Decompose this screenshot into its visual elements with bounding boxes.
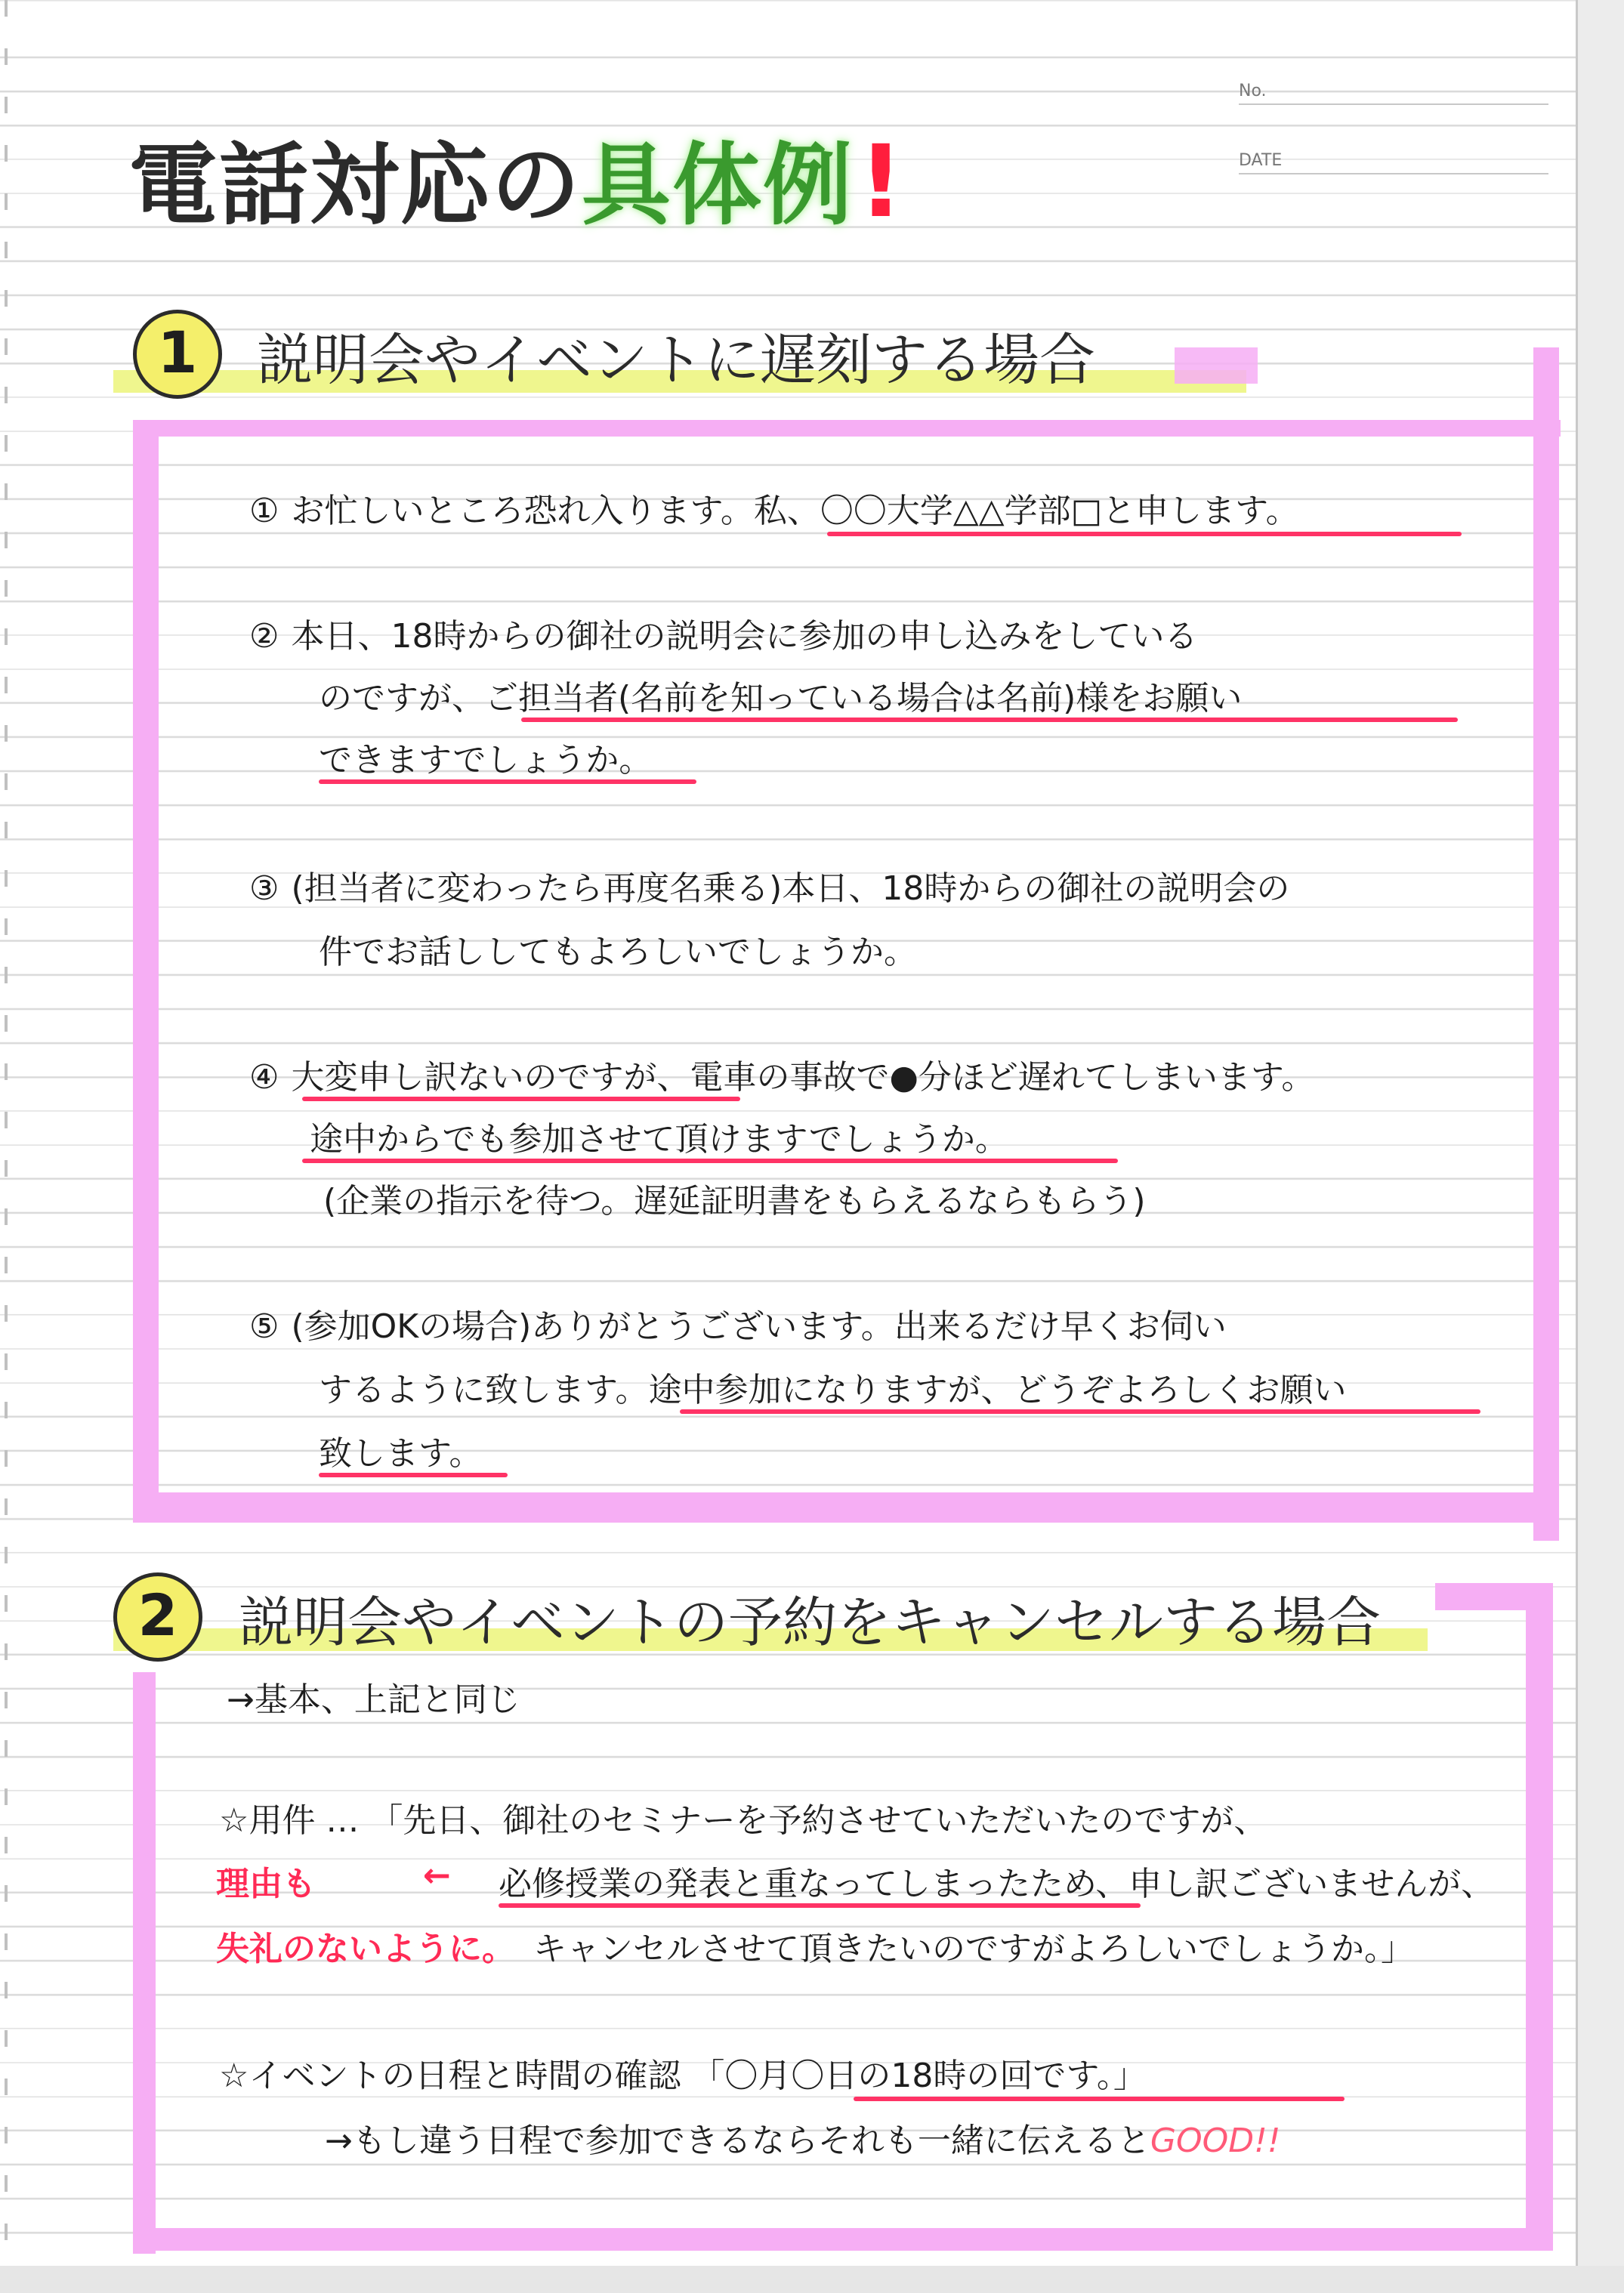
no-field — [1239, 82, 1548, 105]
item-number: ① — [249, 492, 279, 530]
item-number: ③ — [249, 869, 279, 908]
page-edge — [1576, 0, 1624, 2293]
page-title — [128, 113, 905, 242]
confirm-text: →もし違う日程で参加できるならそれも一緒に伝えると — [325, 2122, 1150, 2160]
section1-item-5-line-2: するように致します。途中参加になりますが、どうぞよろしくお願い — [319, 1371, 1347, 1409]
section2-youken-line-1: ☆用件 … 「先日、御社のセミナーを予約させていただいたのですが、 — [219, 1801, 1267, 1840]
no-label: No. — [1239, 82, 1267, 100]
section1-frame-left — [133, 420, 159, 1523]
item-line: (参加OKの場合)ありがとうございます。出来るだけ早くお伺い — [291, 1307, 1227, 1346]
section2-basic-note: →基本、上記と同じ — [227, 1680, 520, 1719]
section1-number-badge: 1 — [133, 310, 222, 399]
section1-title: 説明会やイベントに遅刻する場合 — [257, 328, 1095, 393]
item-number: ② — [249, 617, 279, 656]
red-underline — [827, 532, 1462, 536]
section1-item-3-line-2: 件でお話ししてもよろしいでしょうか。 — [319, 933, 917, 971]
section1-frame-right — [1533, 347, 1559, 1541]
section1-item-4 — [249, 1050, 1314, 1098]
red-note-reason: 理由も — [216, 1865, 316, 1903]
section1-item-3 — [249, 861, 1289, 909]
item-line: 本日、18時からの御社の説明会に参加の申し込みをしている — [291, 617, 1198, 656]
section1-item-5-line-3: 致します。 — [319, 1434, 483, 1473]
red-underline — [302, 1097, 740, 1101]
section1-item-4-line-2: 途中からでも参加させて頂けますでしょうか。 — [310, 1120, 1008, 1159]
section1-item-2-line-3: できますでしょうか。 — [319, 741, 653, 779]
section1-item-2 — [249, 609, 1197, 657]
red-arrow: ← — [423, 1856, 451, 1895]
date-field — [1239, 151, 1548, 174]
red-underline — [319, 1473, 508, 1477]
title-accent: 具体例 — [582, 133, 854, 237]
section2-number-badge: 2 — [113, 1572, 202, 1662]
section1-item-5 — [249, 1299, 1227, 1347]
section2-frame-left — [133, 1672, 156, 2254]
item-line: 大変申し訳ないのですが、電車の事故で●分ほど遅れてしまいます。 — [291, 1058, 1315, 1097]
title-exclamation: ! — [858, 124, 906, 240]
section1-item-4-line-3: (企業の指示を待つ。遅延証明書をもらえるならもらう) — [323, 1182, 1146, 1221]
section1-frame-top — [133, 420, 1561, 437]
section2-frame-top — [1435, 1583, 1548, 1610]
section1-item-2-line-2: のですが、ご担当者(名前を知っている場合は名前)様をお願い — [319, 679, 1243, 718]
section2-frame-right — [1526, 1583, 1553, 2248]
section1-frame-bottom — [133, 1492, 1559, 1523]
red-underline — [499, 1903, 1141, 1908]
good-note: GOOD!! — [1150, 2122, 1281, 2160]
red-underline — [854, 2097, 1345, 2101]
section2-youken-line-3: キャンセルさせて頂きたいのですがよろしいでしょうか。」 — [533, 1930, 1414, 1968]
section2-confirm-line-2 — [325, 2113, 1280, 2162]
item-line: (担当者に変わったら再度名乗る)本日、18時からの御社の説明会の — [291, 869, 1290, 908]
page-bottom-edge — [0, 2266, 1624, 2293]
section1-item-1 — [249, 483, 1299, 532]
date-label: DATE — [1239, 151, 1283, 170]
item-line: お忙しいところ恐れ入ります。私、〇〇大学△△学部□と申します。 — [291, 492, 1299, 530]
section2-youken-line-2: 必修授業の発表と重なってしまったため、申し訳ございませんが、 — [499, 1865, 1495, 1903]
section2-title: 説明会やイベントの予約をキャンセルする場合 — [239, 1591, 1382, 1654]
red-underline — [302, 1159, 1118, 1163]
binding-margin — [5, 0, 8, 2266]
red-underline — [319, 779, 696, 784]
red-underline — [680, 1409, 1480, 1414]
title-main: 電話対応の — [128, 133, 582, 237]
red-note-politeness: 失礼のないように。 — [216, 1930, 515, 1968]
section2-frame-bottom — [133, 2228, 1553, 2251]
section2-confirm-line-1: ☆イベントの日程と時間の確認 「〇月〇日の18時の回です。」 — [219, 2057, 1147, 2095]
item-number: ④ — [249, 1058, 279, 1097]
section1-frame-tab — [1175, 347, 1258, 384]
red-underline — [521, 718, 1458, 722]
item-number: ⑤ — [249, 1307, 279, 1346]
